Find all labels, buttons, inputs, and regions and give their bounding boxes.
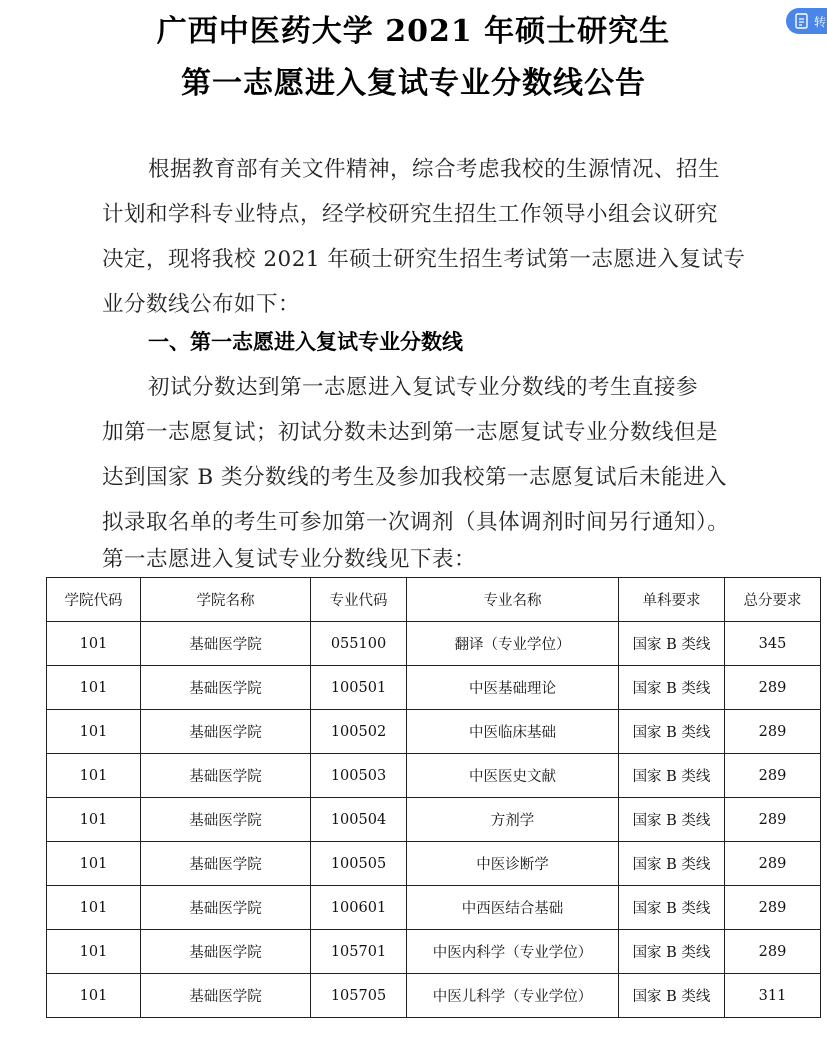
cell-college-code: 101 (47, 930, 141, 974)
table-row (47, 710, 821, 754)
cell-college-name: 基础医学院 (141, 930, 311, 974)
cell-college-name: 基础医学院 (141, 754, 311, 798)
cell-major-code: 100501 (311, 666, 407, 710)
section-heading: 一、第一志愿进入复试专业分数线 (148, 330, 463, 354)
title-line-1: 广西中医药大学 2021 年硕士研究生 (156, 14, 671, 49)
table-header-row (47, 578, 821, 622)
cell-single-subject: 国家 B 类线 (619, 930, 725, 974)
paragraph-2-line-3: 达到国家 B 类分数线的考生及参加我校第一志愿复试后未能进入 (102, 465, 727, 490)
header-major-name: 专业名称 (407, 578, 619, 622)
cell-college-name: 基础医学院 (141, 974, 311, 1018)
cell-college-code: 101 (47, 622, 141, 666)
cell-major-name: 中医儿科学（专业学位） (407, 974, 619, 1018)
paragraph-1-line-1: 根据教育部有关文件精神，综合考虑我校的生源情况、招生 (148, 157, 721, 182)
cell-major-code: 100505 (311, 842, 407, 886)
cell-total-score: 311 (725, 974, 821, 1018)
header-major-code: 专业代码 (311, 578, 407, 622)
cell-college-code: 101 (47, 974, 141, 1018)
cell-major-name: 中医临床基础 (407, 710, 619, 754)
cell-single-subject: 国家 B 类线 (619, 842, 725, 886)
cell-single-subject: 国家 B 类线 (619, 798, 725, 842)
convert-button-label: 转 (814, 14, 827, 29)
table-row (47, 666, 821, 710)
cell-major-name: 中医内科学（专业学位） (407, 930, 619, 974)
cell-single-subject: 国家 B 类线 (619, 886, 725, 930)
header-single-subject: 单科要求 (619, 578, 725, 622)
cell-major-name: 中医医史文献 (407, 754, 619, 798)
cell-single-subject: 国家 B 类线 (619, 710, 725, 754)
cell-major-name: 中西医结合基础 (407, 886, 619, 930)
cell-major-code: 100504 (311, 798, 407, 842)
convert-doc-icon (794, 13, 810, 29)
cell-college-code: 101 (47, 710, 141, 754)
paragraph-2-line-5: 第一志愿进入复试专业分数线见下表： (102, 547, 477, 572)
paragraph-2-line-4: 拟录取名单的考生可参加第一次调剂（具体调剂时间另行通知）。 (102, 510, 730, 535)
cell-major-name: 方剂学 (407, 798, 619, 842)
cell-major-code: 100502 (311, 710, 407, 754)
cell-total-score: 289 (725, 754, 821, 798)
title-line-2: 第一志愿进入复试专业分数线公告 (181, 66, 646, 101)
paragraph-2-line-2: 加第一志愿复试；初试分数未达到第一志愿复试专业分数线但是 (102, 420, 719, 445)
table-row (47, 974, 821, 1018)
cell-single-subject: 国家 B 类线 (619, 666, 725, 710)
header-college-code: 学院代码 (47, 578, 141, 622)
paragraph-2-line-1: 初试分数达到第一志愿进入复试专业分数线的考生直接参 (148, 375, 699, 400)
cell-single-subject: 国家 B 类线 (619, 754, 725, 798)
cell-college-name: 基础医学院 (141, 710, 311, 754)
cell-total-score: 289 (725, 886, 821, 930)
cell-college-code: 101 (47, 842, 141, 886)
cell-college-code: 101 (47, 886, 141, 930)
cell-total-score: 289 (725, 798, 821, 842)
cell-major-code: 105701 (311, 930, 407, 974)
cell-total-score: 289 (725, 842, 821, 886)
cell-major-name: 中医诊断学 (407, 842, 619, 886)
cell-total-score: 289 (725, 930, 821, 974)
table-row (47, 930, 821, 974)
cell-college-name: 基础医学院 (141, 666, 311, 710)
table-row (47, 798, 821, 842)
cell-total-score: 289 (725, 710, 821, 754)
table-row (47, 886, 821, 930)
cell-single-subject: 国家 B 类线 (619, 622, 725, 666)
cell-college-name: 基础医学院 (141, 886, 311, 930)
header-college-name: 学院名称 (141, 578, 311, 622)
cell-college-code: 101 (47, 798, 141, 842)
paragraph-1-line-4: 业分数线公布如下： (102, 292, 301, 317)
cell-college-code: 101 (47, 754, 141, 798)
convert-button[interactable] (786, 8, 827, 34)
table-row (47, 754, 821, 798)
cell-college-name: 基础医学院 (141, 842, 311, 886)
paragraph-1-line-2: 计划和学科专业特点，经学校研究生招生工作领导小组会议研究 (102, 202, 719, 227)
cell-single-subject: 国家 B 类线 (619, 974, 725, 1018)
cell-college-name: 基础医学院 (141, 622, 311, 666)
cell-major-code: 100503 (311, 754, 407, 798)
cell-total-score: 345 (725, 622, 821, 666)
header-total-score: 总分要求 (725, 578, 821, 622)
cell-college-name: 基础医学院 (141, 798, 311, 842)
cell-college-code: 101 (47, 666, 141, 710)
paragraph-1-line-3: 决定，现将我校 2021 年硕士研究生招生考试第一志愿进入复试专 (102, 247, 746, 272)
cell-major-code: 100601 (311, 886, 407, 930)
table-row (47, 842, 821, 886)
table-row (47, 622, 821, 666)
cell-total-score: 289 (725, 666, 821, 710)
score-table (46, 577, 821, 1018)
cell-major-code: 105705 (311, 974, 407, 1018)
cell-major-name: 翻译（专业学位） (407, 622, 619, 666)
cell-major-code: 055100 (311, 622, 407, 666)
cell-major-name: 中医基础理论 (407, 666, 619, 710)
